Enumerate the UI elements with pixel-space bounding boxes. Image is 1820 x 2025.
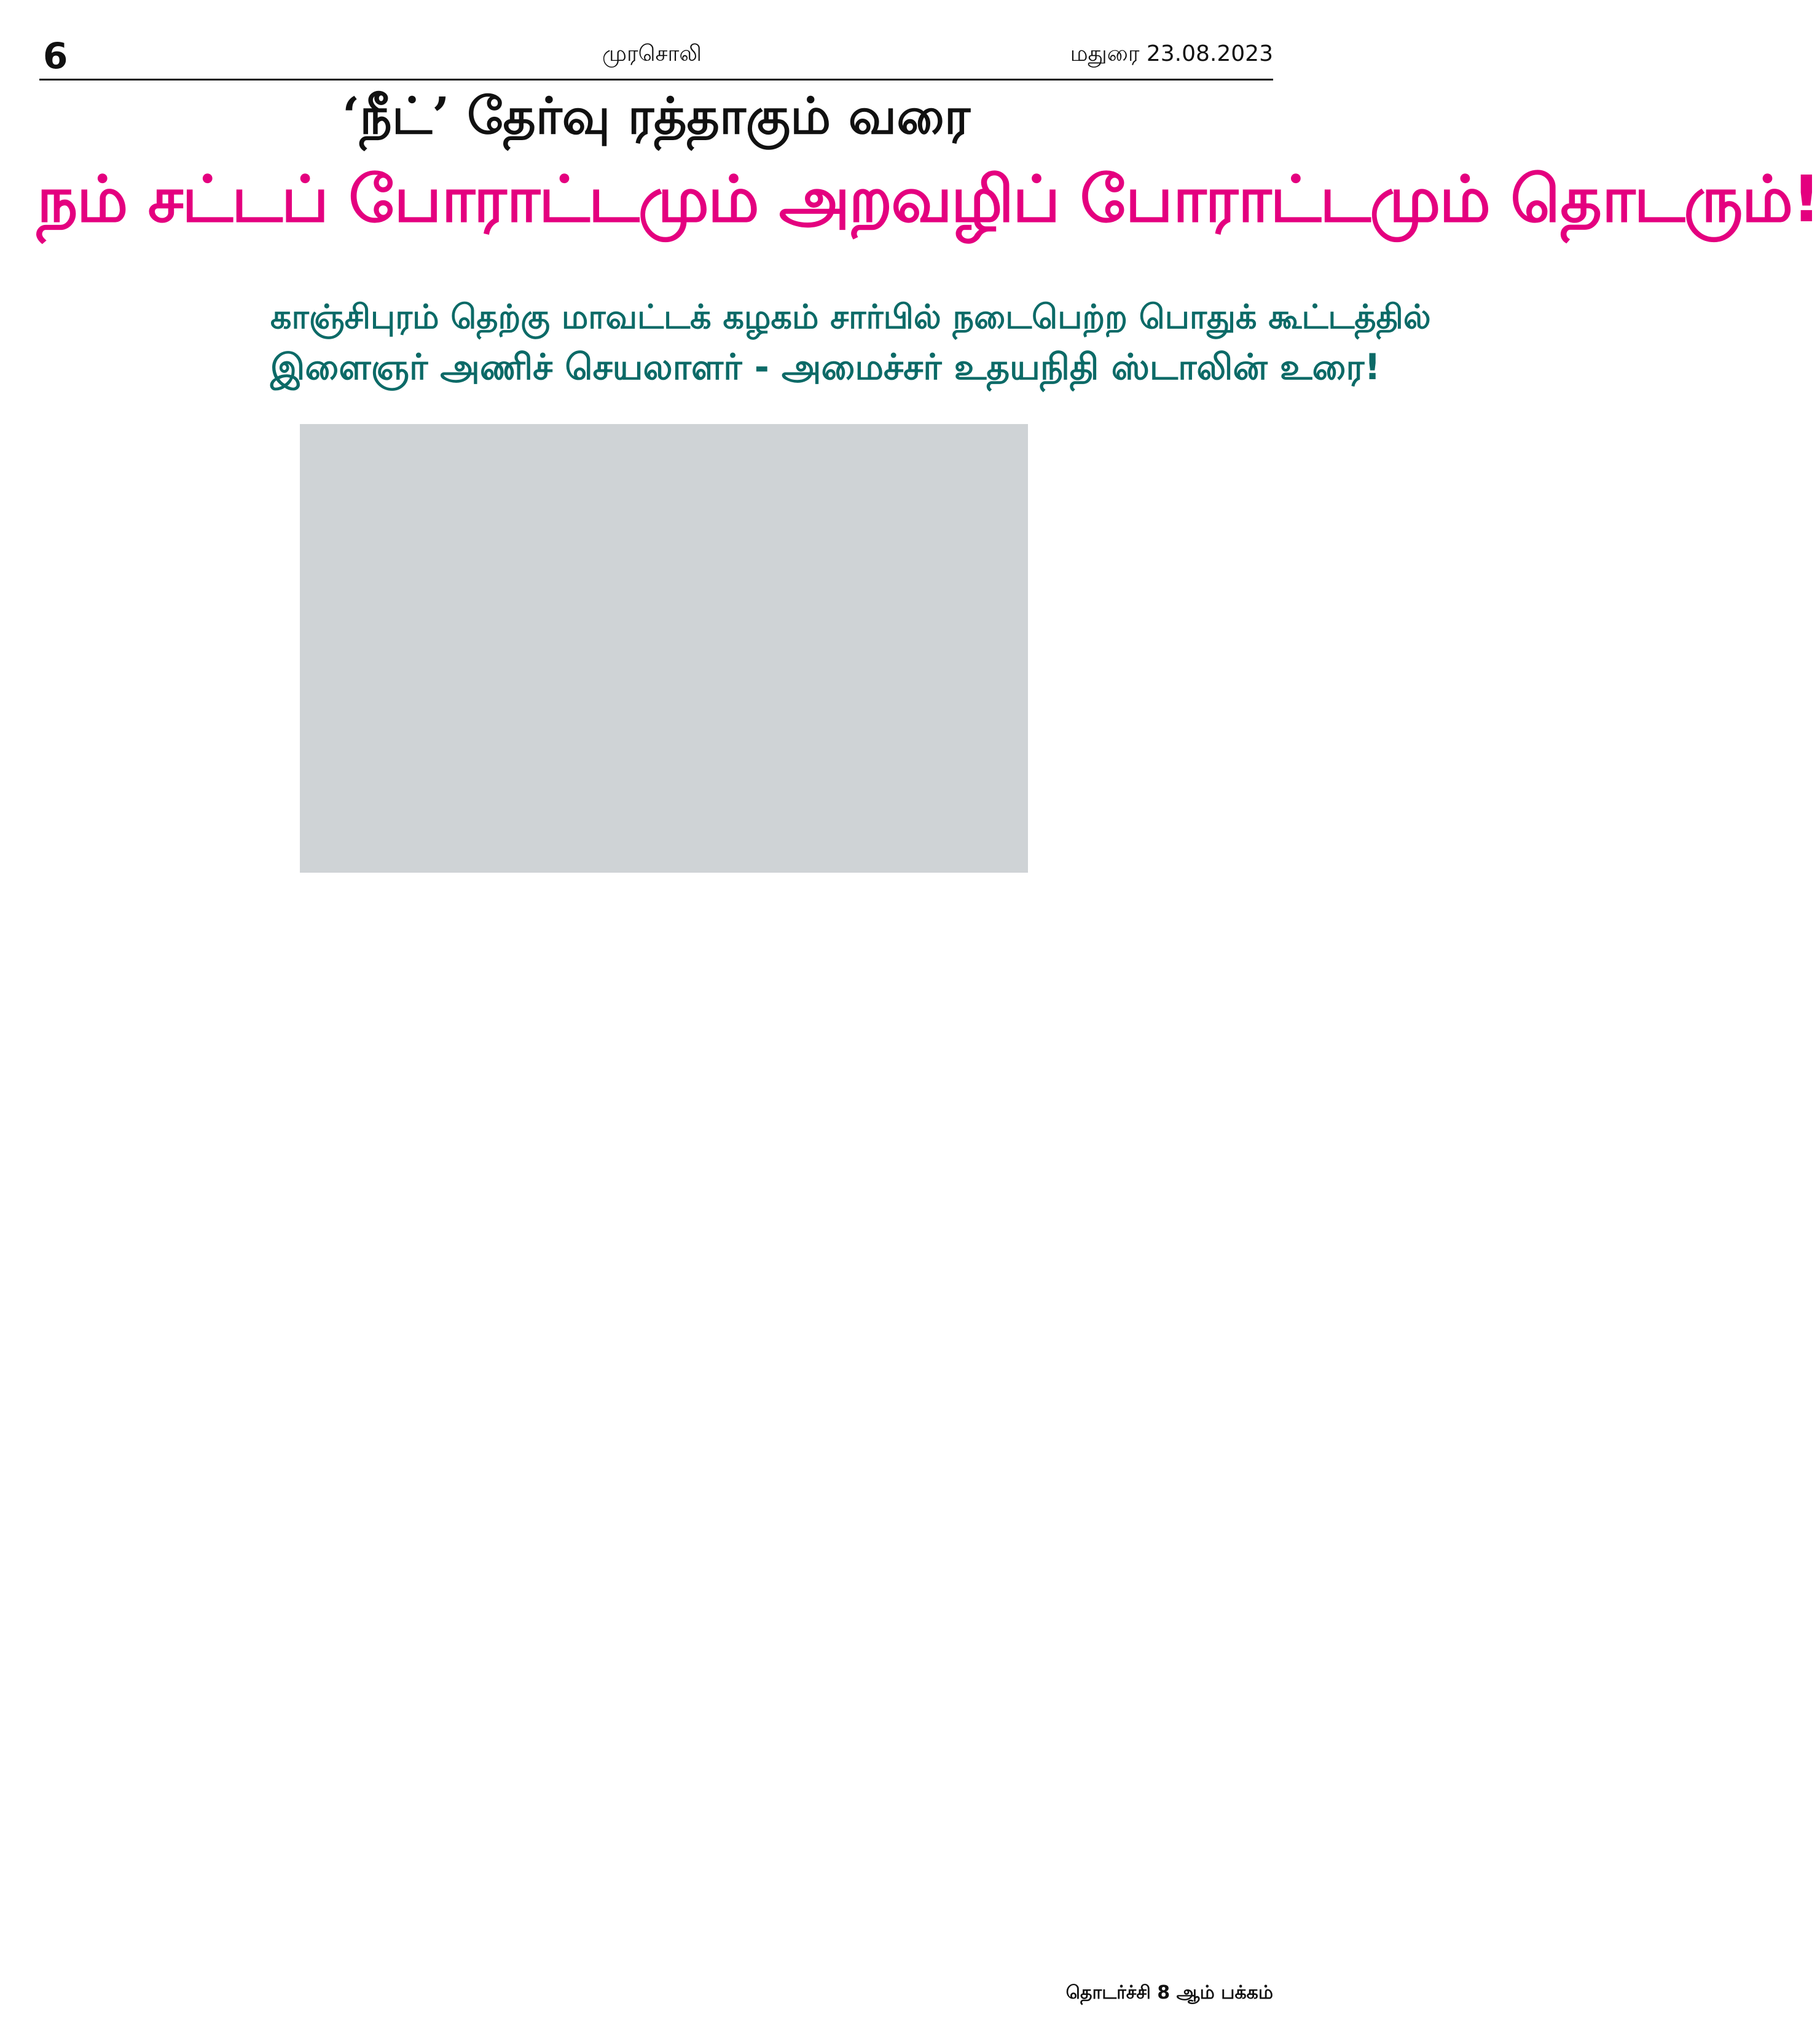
newspaper-name: முரசொலி xyxy=(602,41,702,66)
article-column-2 xyxy=(300,959,653,1991)
masthead xyxy=(0,0,1312,77)
continuation-note: தொடர்ச்சி 8 ஆம் பக்கம் xyxy=(1065,1982,1273,2003)
subhead-line-1: காஞ்சிபுரம் தெற்கு மாவட்டக் கழகம் சார்பில் நடைபெற்ற பொதுக் கூட்டத்தில் xyxy=(270,297,1431,336)
main-headline: நம் சட்டப் போராட்டமும் அறவழிப் போராட்டமும் தொடரும்! xyxy=(37,162,1820,237)
article-column-1 xyxy=(41,295,289,1979)
page-number: 6 xyxy=(43,35,68,77)
divider xyxy=(39,79,1273,81)
news-photo xyxy=(300,424,1028,873)
article-column-3 xyxy=(662,959,1019,1991)
article-column-4 xyxy=(1030,424,1272,1973)
subhead-line-2: இளைஞர் அணிச் செயலாளர் - அமைச்சர் உதயநிதி ஸ்டாலின் உரை! xyxy=(270,346,1381,388)
date-line: மதுரை 23.08.2023 xyxy=(1070,41,1273,66)
kicker-headline: ‘நீட்’ தேர்வு ரத்தாகும் வரை xyxy=(342,87,971,146)
